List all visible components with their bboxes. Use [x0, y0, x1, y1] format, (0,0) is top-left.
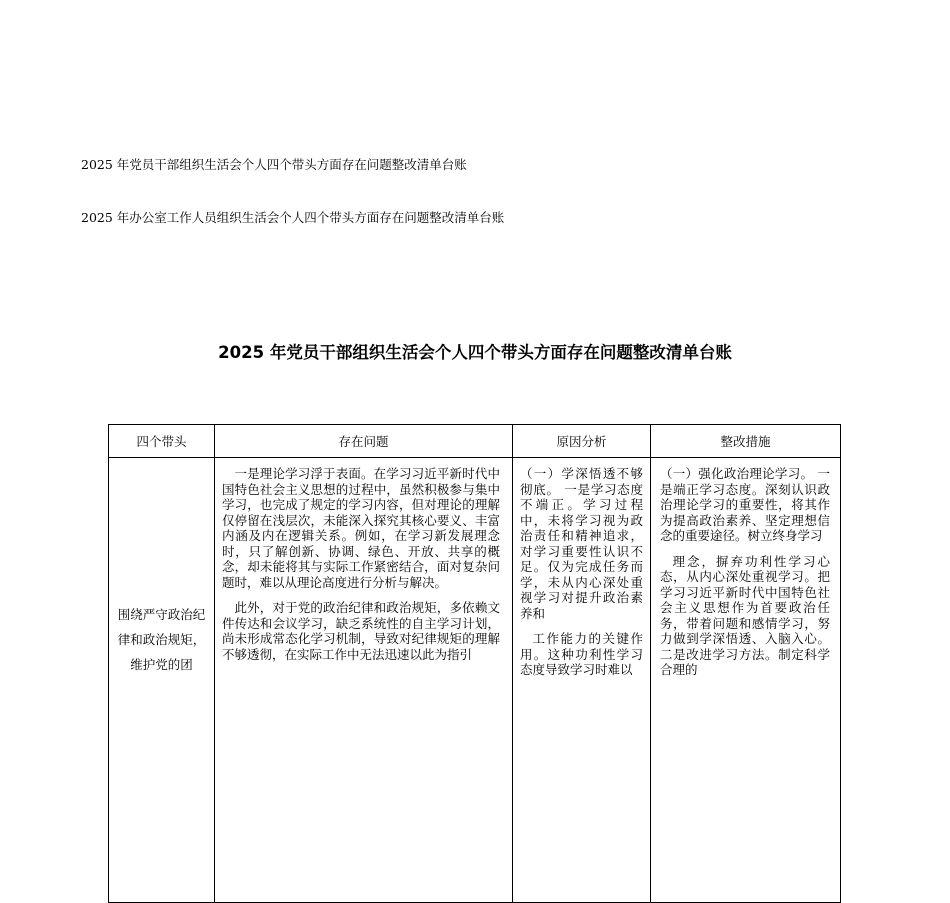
toc-link-office-ledger[interactable]: 2025 年办公室工作人员组织生活会个人四个带头方面存在问题整改清单台账	[81, 210, 505, 225]
measure-paragraph: 理念，摒弃功利性学习心态，从内心深处重视学习。把学习习近平新时代中国特色社会主义思想作为首要政治任务，带着问题和感情学习，努力做到学深悟透、入脑入心。二是改进学习方法。制定科学合理的	[660, 553, 830, 677]
issue-paragraph: 一是理论学习浮于表面。在学习习近平新时代中国特色社会主义思想的过程中，虽然积极参与集中学习，也完成了规定的学习内容，但对理论的理解仅停留在浅层次，未能深入探究其核心要义、丰富内涵及内在逻辑关系。例如，在学习新发展理念时，只了解创新、协调、绿色、开放、共享的概念，却未能将其与实际工作紧密结合，面对复杂问题时，难以从理论高度进行分析与解决。	[222, 466, 500, 590]
cause-paragraph: 工作能力的关键作用。这种功利性学习态度导致学习时难以	[520, 631, 643, 677]
header-four-leads: 四个带头	[109, 425, 215, 458]
document-title: 2025 年党员干部组织生活会个人四个带头方面存在问题整改清单台账	[218, 343, 732, 362]
issue-paragraph: 此外，对于党的政治纪律和政治规矩，多依赖文件传达和会议学习，缺乏系统性的自主学习计划，尚未形成常态化学习机制，导致对纪律规矩的理解不够透彻，在实际工作中无法迅速以此为指引	[222, 600, 500, 662]
cause-paragraph: （一）学深悟透不够彻底。 一是学习态度不端正。学习过程中，未将学习视为政治责任和精神追求，对学习重要性认识不足。仅为完成任务而学，未从内心深处重视学习对提升政治素养和	[520, 466, 643, 621]
lead-cell	[109, 458, 215, 903]
measures-cell	[651, 458, 841, 903]
rectification-ledger-table	[108, 424, 841, 903]
issues-cell	[215, 458, 513, 903]
header-rectification-measures: 整改措施	[651, 425, 841, 458]
header-existing-issues: 存在问题	[215, 425, 513, 458]
table-row	[109, 458, 841, 903]
toc-link-cadre-ledger[interactable]: 2025 年党员干部组织生活会个人四个带头方面存在问题整改清单台账	[81, 157, 467, 172]
measure-paragraph: （一）强化政治理论学习。 一是端正学习态度。深刻认识政治理论学习的重要性，将其作为提高政治素养、坚定理想信念的重要途径。树立终身学习	[660, 466, 830, 543]
header-cause-analysis: 原因分析	[513, 425, 651, 458]
table-header-row	[109, 425, 841, 458]
causes-cell	[513, 458, 651, 903]
lead-text: 围绕严守政治纪律和政治规矩，维护党的团	[117, 607, 206, 672]
